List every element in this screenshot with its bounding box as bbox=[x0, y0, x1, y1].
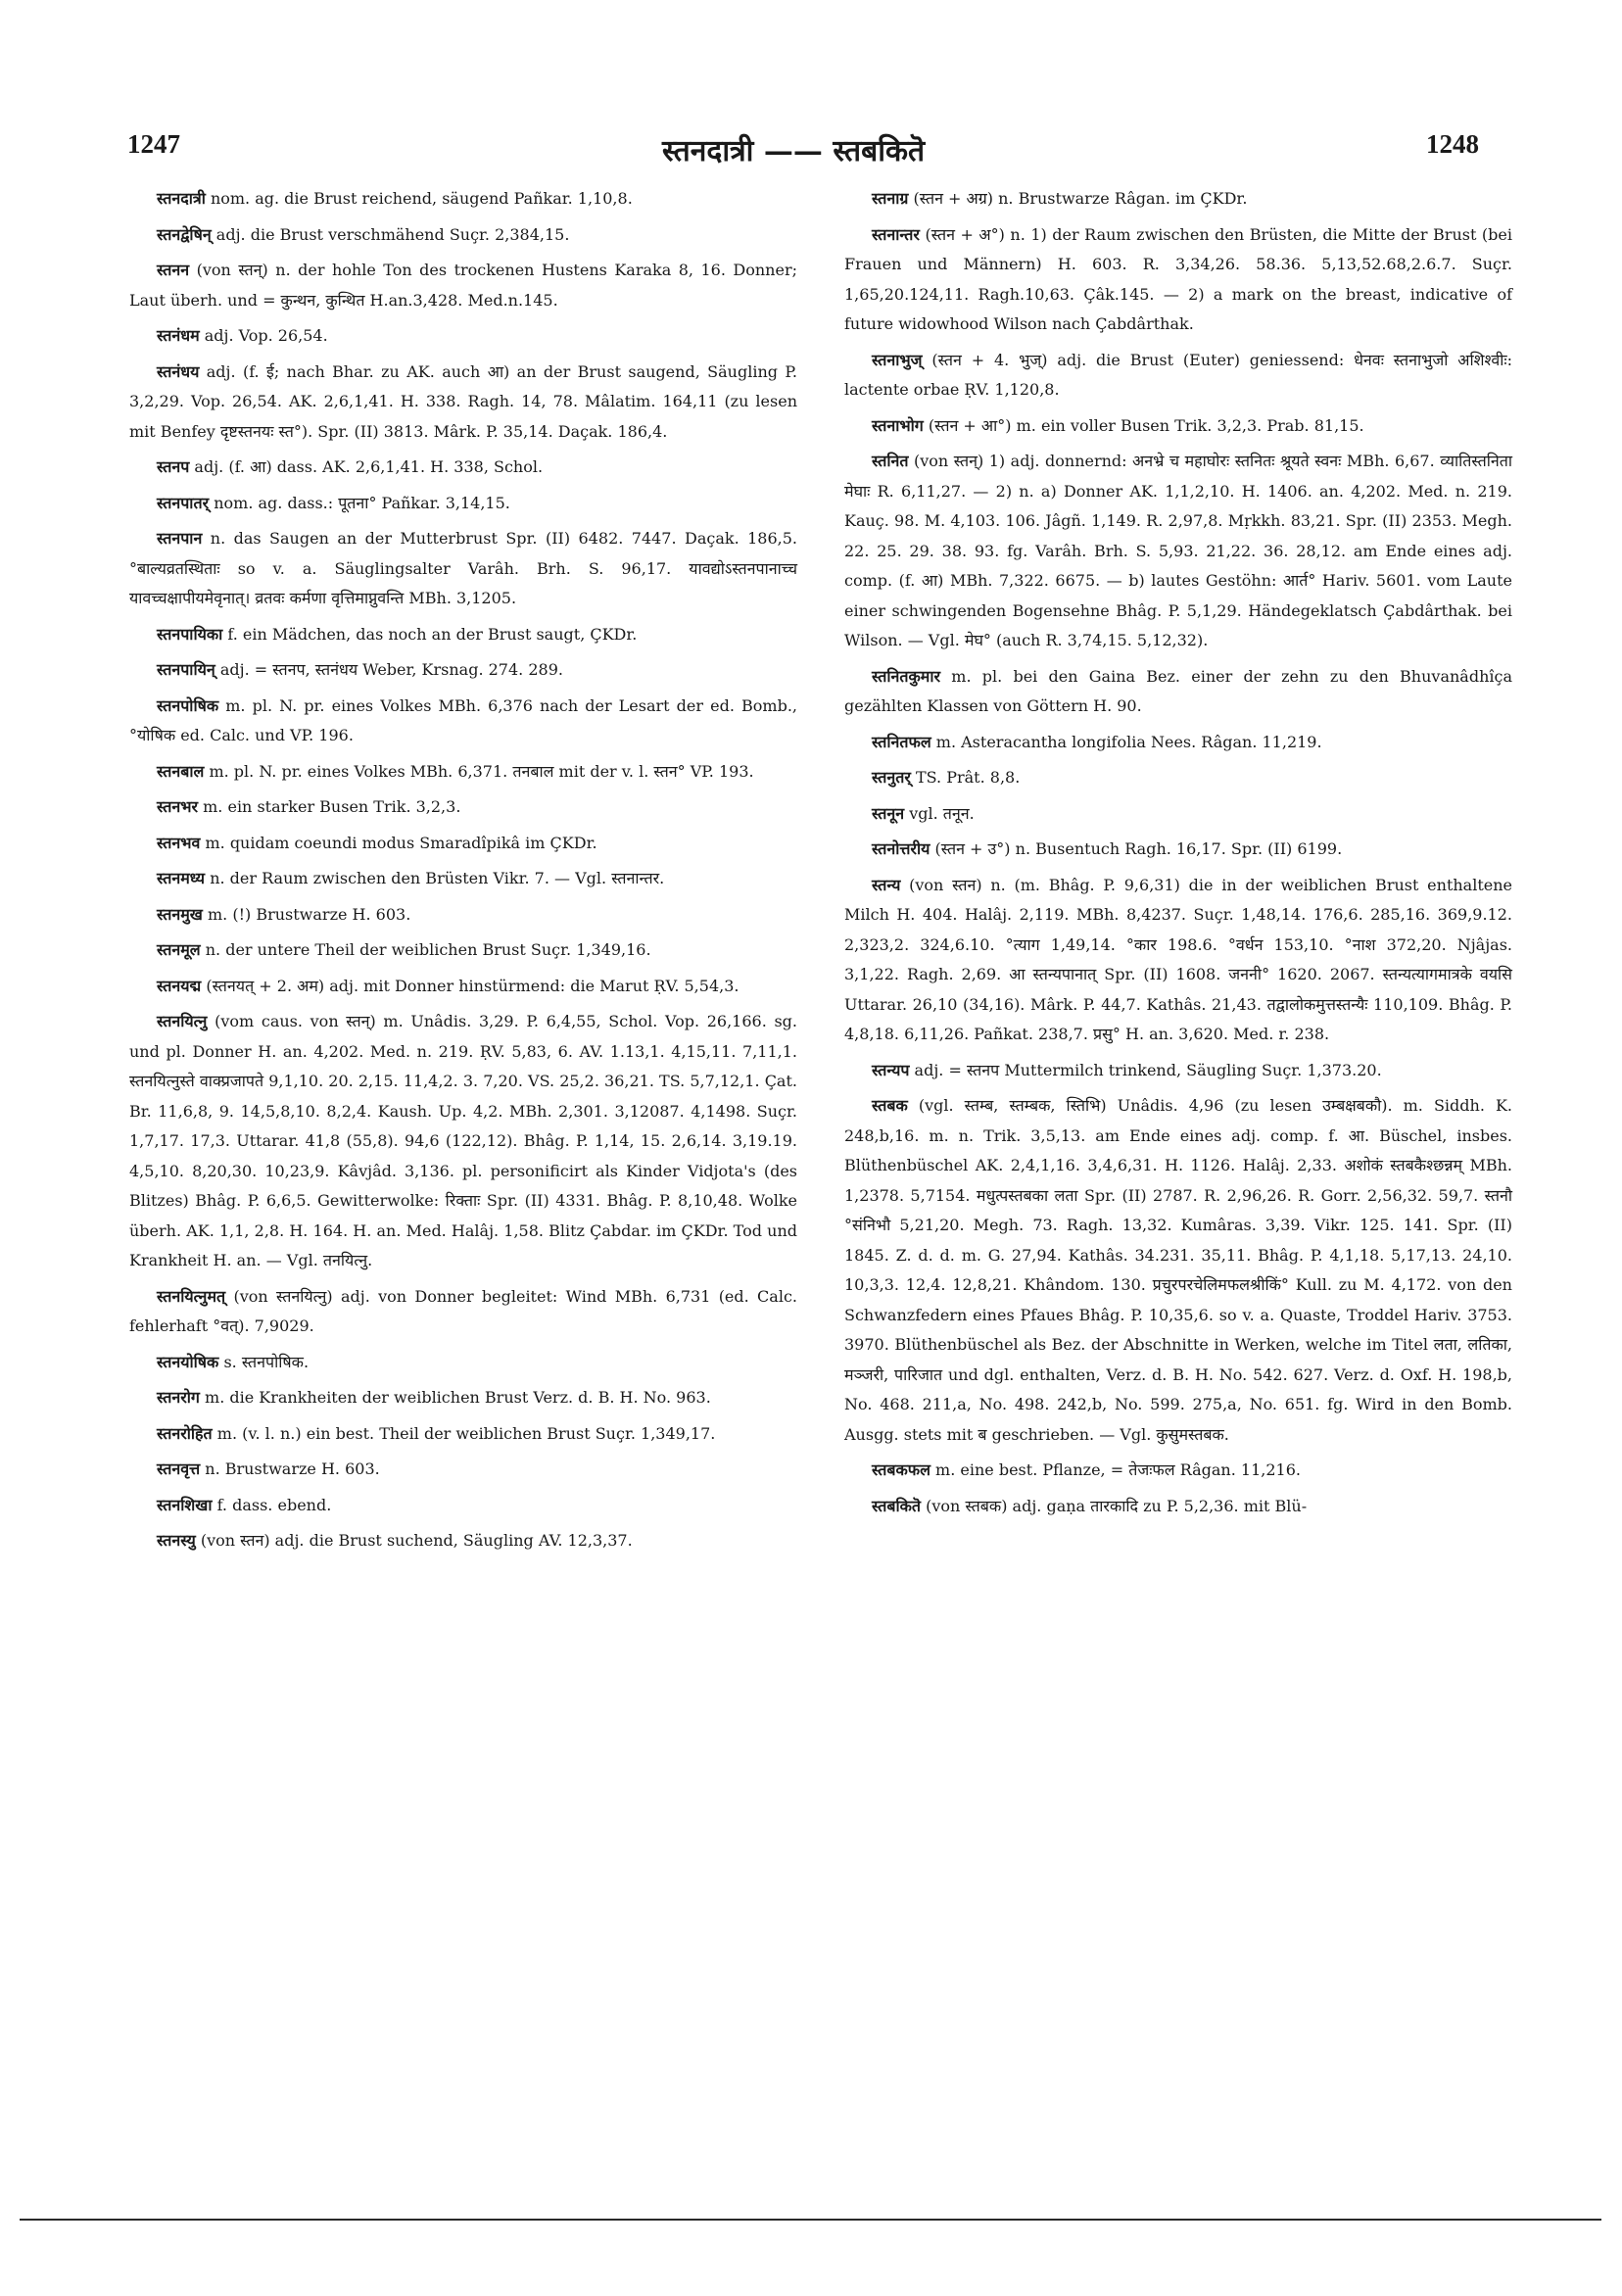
entry-definition: (स्तन + अ°) n. 1) der Raum zwischen den Brüsten, die Mitte der Brust (bei Frauen und Männern) H. 603. R. 3,34,26. 58.36. 5,13,52.68,2.6.7. Suçr. 1,65,20.124,11. Ragh.10,63. Çâk.145. — 2) a mark on the breast, indicative of future widowhood Wilson nach Çabdârthak. bbox=[844, 224, 1512, 333]
dictionary-entry bbox=[844, 799, 1512, 830]
entry-headword: स्तनयद्म bbox=[157, 976, 202, 995]
entry-headword: स्तनान्तर bbox=[872, 224, 920, 244]
entry-headword: स्तनून bbox=[872, 803, 905, 823]
entry-headword: स्तन्य bbox=[872, 875, 901, 894]
entry-headword: स्तनमध्य bbox=[157, 869, 206, 887]
entry-definition: m. (!) Brustwarze H. 603. bbox=[207, 904, 411, 924]
entry-definition: n. das Saugen an der Mutterbrust Spr. (II) 6482. 7447. Daçak. 186,5. °बाल्यव्रतस्थिताः so v. a. Säuglingsalter Varâh. Brh. S. 96,17. यावद्योऽस्तनपानाच्च यावच्चक्षापीयमेवृनात्। व्रतवः कर्मणा वृत्तिमाप्नुवन्ति MBh. 3,1205. bbox=[129, 529, 797, 607]
entry-headword: स्तनुतर् bbox=[872, 768, 911, 787]
dictionary-entry bbox=[844, 1056, 1512, 1086]
entry-headword: स्तनंधय bbox=[157, 361, 200, 381]
entry-definition: nom. ag. die Brust reichend, säugend Pañkar. 1,10,8. bbox=[210, 189, 633, 208]
running-title: स्तनदात्री —— स्तबकितॆ bbox=[662, 134, 926, 168]
entry-definition: (स्तन + 4. भुज्) adj. die Brust (Euter) geniessend: धेनवः स्तनाभुजो अशिश्वीः: lactente orbae ṚV. 1,120,8. bbox=[844, 350, 1513, 399]
entry-definition: adj. (f. ई; nach Bhar. zu AK. auch आ) an der Brust saugend, Säugling P. 3,2,29. Vop. 26,54. AK. 2,6,1,41. H. 338. Ragh. 14, 78. Mâlatim. 164,11 (zu lesen mit Benfey दृष्टस्तनयः स्त°). Spr. (II) 3813. Mârk. P. 35,14. Daçak. 186,4. bbox=[129, 361, 797, 441]
entry-definition: n. Brustwarze H. 603. bbox=[205, 1459, 380, 1478]
entry-definition: (von स्तन) n. (m. Bhâg. P. 9,6,31) die in der weiblichen Brust enthaltene Milch H. 404. Halâj. 2,119. MBh. 8,4237. Suçr. 1,48,14. 176,6. 285,16. 369,9.12. 2,323,2. 324,6.10. °त्याग 1,49,14. °कार 198.6. °वर्धन 153,10. °नाश 372,20. Njâjas. 3,1,22. Ragh. 2,69. आ स्तन्यपानात् Spr. (II) 1608. जननी° 1620. 2067. स्तन्यत्यागमात्रके वयसि Uttarar. 26,10 (34,16). Mârk. P. 44,7. Kathâs. 21,43. तद्वालोकमुत्तस्तन्यैः 110,109. Bhâg. P. 4,8,18. 6,11,26. Pañkat. 238,7. प्रसु° H. an. 3,620. Med. r. 238. bbox=[844, 875, 1513, 1043]
entry-headword: स्तनस्यु bbox=[157, 1531, 196, 1550]
entry-headword: स्तनबाल bbox=[157, 761, 205, 781]
entry-headword: स्तनित bbox=[872, 452, 909, 470]
dictionary-entry bbox=[844, 728, 1512, 758]
dictionary-entry bbox=[129, 935, 797, 966]
page-number-right: 1248 bbox=[1426, 129, 1479, 159]
entry-headword: स्तनपोषिक bbox=[157, 695, 219, 715]
dictionary-entry bbox=[129, 757, 797, 788]
entry-definition: (vom caus. von स्तन्) m. Unâdis. 3,29. P. 6,4,55, Schol. Vop. 26,166. sg. und pl. Donner H. an. 4,202. Med. n. 219. ṚV. 5,83, 6. AV. 1.13,1. 4,15,11. 7,11,1. स्तनयित्नुस्ते वाक्प्रजापते 9,1,10. 20. 2,15. 11,4,2. 3. 7,20. VS. 25,2. 36,21. TS. 5,7,12,1. Çat. Br. 11,6,8, 9. 14,5,8,10. 8,2,4. Kaush. Up. 4,2. MBh. 2,301. 3,12087. 4,1498. Suçr. 1,7,17. 17,3. Uttarar. 41,8 (55,8). 94,6 (122,12). Bhâg. P. 1,14, 15. 2,6,14. 3,19.19. 4,5,10. 8,20,30. 10,23,9. Kâvjâd. 3,136. pl. personificirt als Kinder Vidjota's (des Blitzes) Bhâg. P. 6,6,5. Gewitterwolke: रिक्ताः Spr. (II) 4331. Bhâg. P. 8,10,48. Wolke überh. AK. 1,1, 2,8. H. 164. H. an. Med. Halâj. 1,58. Blitz Çabdar. im ÇKDr. Tod und Krankheit H. an. — Vgl. तनयित्नु. bbox=[129, 1012, 797, 1269]
dictionary-entry bbox=[129, 829, 797, 859]
entry-definition: (von स्तन्) n. der hohle Ton des trockenen Hustens Karaka 8, 16. Donner; Laut überh. und = कुन्थन, कुन्थित H.an.3,428. Med.n.145. bbox=[129, 261, 797, 310]
entry-headword: स्तनोत्तरीय bbox=[872, 839, 930, 858]
entry-definition: n. der untere Theil der weiblichen Brust Suçr. 1,349,16. bbox=[205, 940, 651, 959]
entry-definition: m. pl. bei den Gaina Bez. einer der zehn zu den Bhuvanâdhîça gezählten Klassen von Göttern H. 90. bbox=[844, 666, 1512, 715]
entry-definition: nom. ag. dass.: पूतना° Pañkar. 3,14,15. bbox=[214, 493, 510, 512]
entry-headword: स्तबकितॆ bbox=[872, 1496, 922, 1515]
right-column bbox=[844, 184, 1512, 1527]
dictionary-entry bbox=[129, 220, 797, 251]
dictionary-entry bbox=[129, 1526, 797, 1556]
dictionary-entry bbox=[129, 900, 797, 931]
entry-definition: f. ein Mädchen, das noch an der Brust saugt, ÇKDr. bbox=[227, 624, 638, 644]
entry-definition: (स्तन + अग्र) n. Brustwarze Râgan. im ÇKDr. bbox=[913, 189, 1248, 208]
entry-headword: स्तनरोहित bbox=[157, 1423, 213, 1443]
entry-headword: स्तनाभोग bbox=[872, 415, 924, 435]
entry-definition: (von स्तन) adj. die Brust suchend, Säugling AV. 12,3,37. bbox=[200, 1531, 633, 1550]
entry-headword: स्तनयित्नुमत् bbox=[157, 1286, 226, 1306]
entry-headword: स्तनपायिन् bbox=[157, 660, 215, 679]
entry-definition: adj. = स्तनप, स्तनंधय Weber, Krsnag. 274. 289. bbox=[219, 660, 563, 679]
entry-definition: m. die Krankheiten der weiblichen Brust Verz. d. B. H. No. 963. bbox=[205, 1388, 711, 1407]
dictionary-entry bbox=[129, 1282, 797, 1342]
entry-headword: स्तनद्वेषिन् bbox=[157, 224, 212, 244]
entry-definition: (von स्तनयित्नु) adj. von Donner begleitet: Wind MBh. 6,731 (ed. Calc. fehlerhaft °वत्). 7,9029. bbox=[129, 1286, 797, 1335]
entry-definition: m. pl. N. pr. eines Volkes MBh. 6,376 nach der Lesart der ed. Bomb., °योषिक ed. Calc. und VP. 196. bbox=[129, 695, 797, 744]
dictionary-entry bbox=[844, 220, 1512, 340]
entry-definition: m. ein starker Busen Trik. 3,2,3. bbox=[203, 797, 461, 816]
entry-definition: adj. die Brust verschmähend Suçr. 2,384,15. bbox=[215, 224, 570, 244]
footer-rule bbox=[20, 2219, 1601, 2221]
entry-definition: (von स्तन्) 1) adj. donnernd: अनभ्रे च महाघोरः स्तनितः श्रूयते स्वनः MBh. 6,67. व्यातिस्तनिता मेघाः R. 6,11,27. — 2) n. a) Donner AK. 1,1,2,10. H. 1406. an. 4,202. Med. n. 219. Kauç. 98. M. 4,103. 106. Jâgñ. 1,149. R. 2,97,8. Mṛkkh. 83,21. Spr. (II) 2353. Megh. 22. 25. 29. 38. 93. fg. Varâh. Brh. S. 5,93. 21,22. 36. 28,12. am Ende eines adj. comp. (f. आ) MBh. 7,322. 6675. — b) lautes Gestöhn: आर्त° Hariv. 5601. vom Laute einer schwingenden Bogensehne Bhâg. P. 5,1,29. Händegeklatsch Çabdârthak. bei Wilson. — Vgl. मेघ° (auch R. 3,74,15. 5,12,32). bbox=[844, 452, 1512, 649]
dictionary-entry bbox=[844, 1456, 1512, 1486]
dictionary-entry bbox=[129, 321, 797, 352]
entry-headword: स्तनशिखा bbox=[157, 1495, 213, 1514]
dictionary-entry bbox=[844, 411, 1512, 442]
entry-headword: स्तनवृत्त bbox=[157, 1459, 201, 1478]
dictionary-entry bbox=[844, 763, 1512, 793]
dictionary-entry bbox=[844, 1091, 1512, 1450]
entry-definition: f. dass. ebend. bbox=[216, 1495, 332, 1514]
entry-headword: स्तबकफल bbox=[872, 1460, 930, 1479]
entry-headword: स्तनितफल bbox=[872, 732, 931, 751]
entry-headword: स्तनंधम bbox=[157, 326, 200, 345]
entry-definition: (vgl. स्तम्ब, स्तम्बक, स्तिभि) Unâdis. 4,96 (zu lesen उम्बक्षबकौ). m. Siddh. K. 248,b,16. m. n. Trik. 3,5,13. am Ende eines adj. comp. f. आ. Büschel, insbes. Blüthenbüschel AK. 2,4,1,16. 3,4,6,31. H. 1126. Halâj. 2,33. अशोकं स्तबकैश्छन्नम् MBh. 1,2378. 5,7154. मधुत्पस्तबका लता Spr. (II) 2787. R. 2,96,26. R. Gorr. 2,56,32. 59,7. स्तनौ °संनिभौ 5,21,20. Megh. 73. Ragh. 13,32. Kumâras. 3,39. Vikr. 125. 141. Spr. (II) 1845. Z. d. d. m. G. 27,94. Kathâs. 34.231. 35,11. Bhâg. P. 4,1,18. 5,17,13. 24,10. 10,3,3. 12,4. 12,8,21. Khândom. 130. प्रचुरपरचेलिमफलश्रीकिं° Kull. zu M. 4,172. von den Schwanzfedern eines Pfaues Bhâg. P. 10,35,6. so v. a. Quaste, Troddel Hariv. 3753. 3970. Blüthenbüschel als Bez. der Abschnitte in Werken, welche im Titel लता, लतिका, मञ्जरी, पारिजात und dgl. enthalten, Verz. d. B. H. No. 542. 627. Verz. d. Oxf. H. 198,b, No. 468. 211,a, No. 498. 242,b, No. 599. 275,a, No. 651. fg. Wird in den Bomb. Ausgg. stets mit ब geschrieben. — Vgl. कुसुमस्तबक. bbox=[844, 1096, 1512, 1444]
dictionary-entry bbox=[129, 1455, 797, 1485]
entry-headword: स्तनन bbox=[157, 261, 190, 279]
dictionary-entry bbox=[129, 1491, 797, 1521]
entry-definition: (स्तन + उ°) n. Busentuch Ragh. 16,17. Spr. (II) 6199. bbox=[934, 839, 1343, 858]
dictionary-entry bbox=[129, 524, 797, 614]
dictionary-entry bbox=[129, 620, 797, 650]
entry-headword: स्तबक bbox=[872, 1096, 908, 1115]
entry-definition: s. स्तनपोषिक. bbox=[223, 1352, 310, 1371]
entry-headword: स्तनभर bbox=[157, 797, 199, 816]
dictionary-entry bbox=[129, 692, 797, 751]
entry-definition: adj. (f. आ) dass. AK. 2,6,1,41. H. 338, Schol. bbox=[194, 457, 544, 476]
page-number-left: 1247 bbox=[127, 129, 180, 159]
dictionary-entry bbox=[844, 346, 1512, 406]
dictionary-entry bbox=[844, 662, 1512, 722]
dictionary-entry bbox=[844, 184, 1512, 215]
entry-headword: स्तनयोषिक bbox=[157, 1352, 219, 1371]
entry-headword: स्तनयित्नु bbox=[157, 1012, 208, 1030]
dictionary-entry bbox=[129, 453, 797, 483]
entry-headword: स्तनदात्री bbox=[157, 189, 206, 208]
dictionary-entry bbox=[129, 184, 797, 215]
entry-headword: स्तनरोग bbox=[157, 1388, 200, 1407]
entry-headword: स्तनितकुमार bbox=[872, 666, 941, 686]
dictionary-entry bbox=[844, 871, 1512, 1050]
entry-headword: स्तनपायिका bbox=[157, 624, 223, 644]
entry-headword: स्तनपान bbox=[157, 529, 203, 548]
entry-definition: m. pl. N. pr. eines Volkes MBh. 6,371. तनबाल mit der v. l. स्तन° VP. 193. bbox=[209, 761, 754, 781]
dictionary-entry bbox=[129, 1419, 797, 1450]
entry-definition: vgl. तनून. bbox=[909, 803, 975, 823]
dictionary-entry bbox=[129, 1383, 797, 1413]
entry-definition: m. Asteracantha longifolia Nees. Râgan. 11,219. bbox=[935, 732, 1322, 751]
entry-definition: adj. = स्तनप Muttermilch trinkend, Säugling Suçr. 1,373.20. bbox=[914, 1060, 1382, 1079]
dictionary-entry bbox=[129, 489, 797, 519]
dictionary-entry bbox=[129, 1348, 797, 1378]
entry-headword: स्तनमुख bbox=[157, 904, 203, 924]
dictionary-entry bbox=[129, 655, 797, 686]
entry-definition: (स्तन + आ°) m. ein voller Busen Trik. 3,2,3. Prab. 81,15. bbox=[928, 415, 1364, 435]
entry-headword: स्तनपातर् bbox=[157, 493, 210, 512]
entry-headword: स्तनाग्र bbox=[872, 189, 909, 208]
entry-definition: TS. Prât. 8,8. bbox=[915, 768, 1021, 787]
entry-definition: m. quidam coeundi modus Smaradîpikâ im ÇKDr. bbox=[205, 833, 597, 852]
dictionary-entry bbox=[844, 447, 1512, 656]
entry-headword: स्तन्यप bbox=[872, 1060, 910, 1079]
entry-headword: स्तनप bbox=[157, 457, 190, 476]
entry-definition: (स्तनयत् + 2. अम) adj. mit Donner hinstürmend: die Marut ṚV. 5,54,3. bbox=[206, 976, 739, 995]
entry-definition: adj. Vop. 26,54. bbox=[204, 326, 328, 345]
dictionary-entry bbox=[129, 864, 797, 894]
entry-definition: (von स्तबक) adj. gaṇa तारकादि zu P. 5,2,36. mit Blü- bbox=[926, 1496, 1308, 1515]
entry-definition: m. eine best. Pflanze, = तेजःफल Râgan. 11,216. bbox=[935, 1460, 1301, 1479]
entry-headword: स्तनमूल bbox=[157, 940, 201, 959]
entry-definition: n. der Raum zwischen den Brüsten Vikr. 7. — Vgl. स्तनान्तर. bbox=[210, 869, 665, 887]
dictionary-entry bbox=[129, 792, 797, 823]
entry-headword: स्तनाभुज् bbox=[872, 350, 923, 369]
entry-headword: स्तनभव bbox=[157, 833, 201, 852]
dictionary-entry bbox=[129, 1007, 797, 1276]
dictionary-entry bbox=[844, 835, 1512, 865]
dictionary-entry bbox=[844, 1492, 1512, 1522]
entry-definition: m. (v. l. n.) ein best. Theil der weiblichen Brust Suçr. 1,349,17. bbox=[216, 1423, 716, 1443]
dictionary-entry bbox=[129, 358, 797, 448]
dictionary-entry bbox=[129, 256, 797, 315]
dictionary-entry bbox=[129, 972, 797, 1002]
left-column bbox=[129, 184, 797, 1562]
